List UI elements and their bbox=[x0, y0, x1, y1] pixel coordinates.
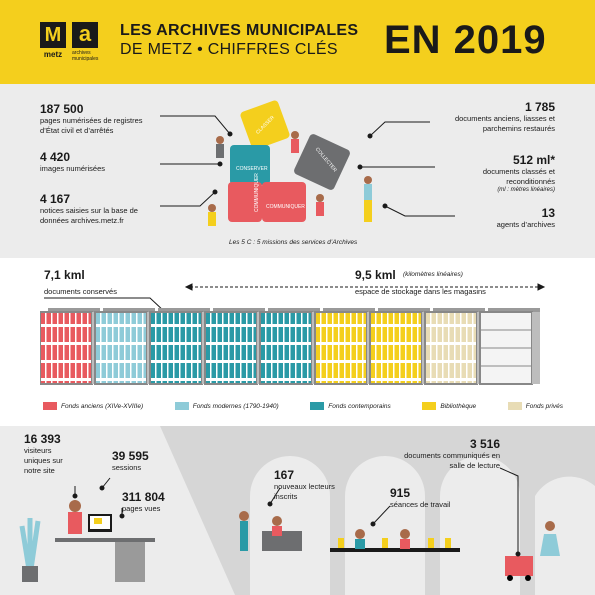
metz-logo: M bbox=[40, 22, 66, 48]
puzzle-label-classer: CLASSER bbox=[255, 114, 276, 136]
legend bbox=[43, 402, 563, 410]
stat-value: 4 167 bbox=[40, 192, 71, 206]
stat-value: 16 393 bbox=[24, 432, 61, 446]
stat-label: agents d’archives bbox=[496, 220, 555, 229]
stat-value: 4 420 bbox=[40, 150, 71, 164]
legend-item bbox=[175, 402, 279, 410]
metz-logo-label: metz bbox=[43, 50, 63, 59]
puzzle-label-communiquer-2: COMMUNIQUER bbox=[266, 204, 305, 210]
stat-label: images numérisées bbox=[40, 164, 106, 173]
legend-item bbox=[508, 402, 563, 410]
puzzle-label-collecter: COLLECTER bbox=[313, 146, 338, 174]
stat-label: notices saisies sur la base de données archives.metz.fr bbox=[40, 206, 138, 225]
stat-docs-communicated bbox=[400, 437, 500, 471]
puzzle-illustration bbox=[200, 100, 390, 240]
shelves-illustration bbox=[40, 308, 560, 403]
capacity-value: 9,5 kml bbox=[355, 268, 396, 282]
legend-item bbox=[310, 402, 391, 410]
stat-label: pages numérisées de registres d’État civil et d’arrêtés bbox=[40, 116, 143, 135]
page-title-line1: LES ARCHIVES MUNICIPALES bbox=[120, 22, 359, 39]
stat-label: visiteurs uniques sur notre site bbox=[24, 446, 63, 475]
stat-value: 187 500 bbox=[40, 102, 84, 116]
stat-label: pages vues bbox=[122, 504, 161, 513]
stat-label: nouveaux lecteurs inscrits bbox=[274, 482, 335, 501]
legend-item bbox=[43, 402, 143, 410]
stat-pageviews bbox=[122, 490, 182, 514]
puzzle-label-communiquer-1: COMMUNIQUER bbox=[254, 173, 260, 212]
stat-work-sessions bbox=[390, 486, 470, 510]
public-background bbox=[0, 426, 595, 595]
legend-label: Fonds anciens (XIVe-XVIIIe) bbox=[61, 402, 144, 410]
legend-swatch bbox=[175, 402, 189, 410]
page-year: EN 2019 bbox=[384, 18, 547, 62]
stat-value: 167 bbox=[274, 468, 295, 482]
page-title-line2: DE METZ • CHIFFRES CLÉS bbox=[120, 41, 338, 58]
stat-value: 512 ml* bbox=[512, 153, 555, 167]
stat-web-sessions bbox=[112, 449, 172, 473]
stat-value: 13 bbox=[541, 206, 555, 220]
stat-value: 39 595 bbox=[112, 449, 149, 463]
legend-item bbox=[422, 402, 476, 410]
stat-value: 1 785 bbox=[524, 100, 555, 114]
puzzle-label-conserver: CONSERVER bbox=[236, 166, 268, 172]
stat-label: documents anciens, liasses et parchemins restaurés bbox=[454, 114, 555, 133]
legend-label: Fonds modernes (1790-1940) bbox=[192, 402, 279, 410]
stat-label: séances de travail bbox=[390, 500, 451, 509]
stat-visitors bbox=[24, 432, 79, 476]
stat-label: sessions bbox=[112, 463, 142, 472]
legend-label: Fonds privés bbox=[525, 402, 563, 410]
stat-label: documents communiqués en salle de lecture bbox=[404, 451, 500, 470]
archives-logo-label: archives municipales bbox=[72, 50, 99, 62]
stat-label: documents classés et reconditionnés bbox=[482, 167, 555, 186]
stat-value: 915 bbox=[390, 486, 411, 500]
legend-swatch bbox=[422, 402, 436, 410]
conserved-value: 7,1 kml bbox=[44, 268, 85, 282]
capacity-note: (kilomètres linéaires) bbox=[403, 271, 463, 278]
legend-swatch bbox=[508, 402, 522, 410]
stat-value: 311 804 bbox=[122, 490, 165, 504]
legend-label: Fonds contemporains bbox=[328, 402, 391, 410]
legend-swatch bbox=[310, 402, 324, 410]
archives-logo: a bbox=[72, 22, 98, 48]
legend-swatch bbox=[43, 402, 57, 410]
conserved-label: documents conservés bbox=[44, 287, 117, 296]
missions-caption: Les 5 C : 5 missions des services d’Archives bbox=[229, 239, 358, 246]
stat-note: (ml : mètres linéaires) bbox=[497, 187, 555, 193]
capacity-label: espace de stockage dans les magasins bbox=[355, 287, 486, 296]
stat-new-readers bbox=[274, 468, 354, 502]
stat-value: 3 516 bbox=[469, 437, 500, 451]
legend-label: Bibliothèque bbox=[440, 402, 477, 410]
